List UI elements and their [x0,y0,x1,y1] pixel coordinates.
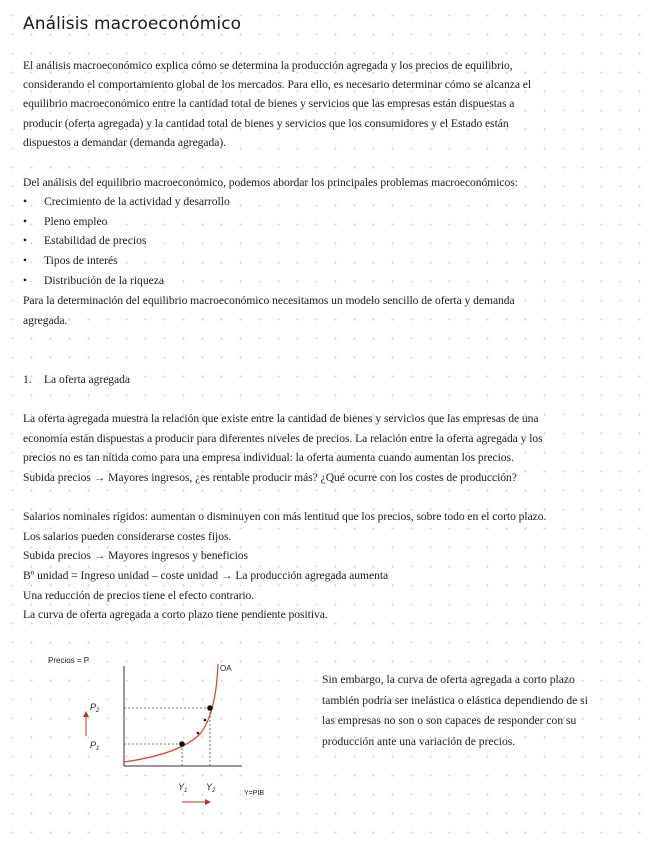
curve-mark [197,732,200,735]
bullet-marker: • [23,215,28,228]
curve-label: OA [220,664,232,673]
text-line: producir (oferta agregada) y la cantidad total de bienes y servicios que los consumidores y el Estado están [23,117,509,130]
text-line: Los salarios pueden considerarse costes fijos. [23,530,232,543]
list-item: Estabilidad de precios [44,234,147,247]
y-axis-label: Precios = P [48,656,90,665]
x-axis-label: Y=PIB [244,790,265,797]
text-line: agregada. [23,314,68,327]
text-line: Una reducción de precios tiene el efecto contrario. [23,589,255,602]
text-line: Salarios nominales rígidos: aumentan o disminuyen con más lentitud que los precios, sobre todo en el corto plazo. [23,510,547,523]
text-line: dispuestos a demandar (demanda agregada). [23,136,227,149]
text-line: economía están dispuestas a producir para diferentes niveles de precios. La relación entre la oferta agregada y los [23,432,543,445]
text-line: precios no es tan nítida como para una empresa individual: la oferta aumenta cuando aumentan los precios. [23,451,514,464]
list-item: Crecimiento de la actividad y desarrollo [44,195,230,208]
text-line: El análisis macroeconómico explica cómo se determina la producción agregada y los precios de equilibrio, [23,59,513,72]
list-item: Distribución de la riqueza [44,274,165,287]
text-line: Para la determinación del equilibrio macroeconómico necesitamos un modelo sencillo de oferta y demanda [23,294,515,307]
p2-label: $P_2$ [90,702,100,714]
y2-label: $Y_2$ [206,782,216,794]
text-line: producción ante una variación de precios. [322,735,516,748]
bullet-marker: • [23,195,28,208]
text-line: Subida precios → Mayores ingresos y beneficios [23,549,249,562]
curve-mark [204,719,207,722]
text-line: también podría ser inelástica o elástica dependiendo de si [322,694,588,707]
page-title: Análisis macroeconómico [23,14,242,34]
text-line: Sin embargo, la curva de oferta agregada a corto plazo [322,673,575,686]
bullet-marker: • [23,274,28,287]
text-line: La oferta agregada muestra la relación que existe entre la cantidad de bienes y servicios que las empresas de una [23,412,539,425]
section-number: 1. [23,373,32,386]
point-p2 [207,705,213,711]
list-item: Tipos de interés [44,254,118,267]
section-title: La oferta agregada [44,373,130,386]
text-line: equilibrio macroeconómico entre la cantidad total de bienes y servicios que las empresas están dispuestas a [23,97,515,110]
text-line: Bº unidad = Ingreso unidad – coste unidad → La producción agregada aumenta [23,569,389,582]
bullet-marker: • [23,254,28,267]
aggregate-supply-diagram [40,650,290,810]
y1-label: $Y_1$ [178,782,188,794]
text-line: Subida precios → Mayores ingresos, ¿es rentable producir más? ¿Qué ocurre con los costes de producción? [23,471,517,484]
problems-intro: Del análisis del equilibrio macroeconómico, podemos abordar los principales problemas macroeconómicos: [23,176,518,189]
point-p1 [179,741,185,747]
text-line: las empresas no son o son capaces de responder con su [322,714,577,727]
p1-label: $P_1$ [90,740,100,752]
supply-curve [124,664,218,762]
text-line: La curva de oferta agregada a corto plazo tiene pendiente positiva. [23,608,328,621]
list-item: Pleno empleo [44,215,108,228]
text-line: considerando el comportamiento global de los mercados. Para ello, es necesario determinar cómo se alcanza el [23,78,532,91]
bullet-marker: • [23,234,28,247]
